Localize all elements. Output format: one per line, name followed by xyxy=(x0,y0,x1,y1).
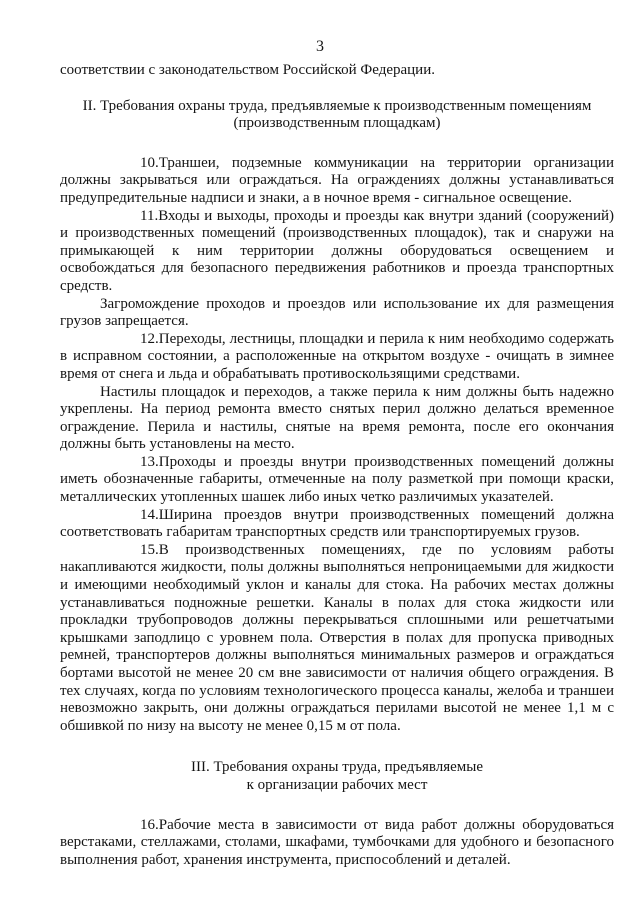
paragraph-11 xyxy=(60,208,614,296)
paragraph-10 xyxy=(60,155,614,208)
paragraph-11-number: 11. xyxy=(140,207,159,224)
section-2-title-line-2: (производственным площадкам) xyxy=(233,115,441,132)
paragraph-13-number: 13. xyxy=(140,453,159,470)
paragraph-12-text: Переходы, лестницы, площадки и перила к ним необходимо содержать в исправном состоянии, а расположенные на открытом воздухе - очищать в зимнее время от снега и льда и обрабатывать противоскользящими средствами. xyxy=(60,330,614,382)
paragraph-12-continued xyxy=(60,384,614,454)
section-2-heading xyxy=(60,98,614,133)
paragraph-10-number: 10. xyxy=(140,154,159,171)
paragraph-13 xyxy=(60,454,614,507)
page-number: 3 xyxy=(316,38,324,55)
paragraph-11-continued-text: Загромождение проходов и проездов или использование их для размещения грузов запрещается. xyxy=(60,295,614,330)
paragraph-15 xyxy=(60,542,614,736)
paragraph-11-continued xyxy=(60,296,614,331)
paragraph-11-text: Входы и выходы, проходы и проезды как внутри зданий (сооружений) и производственных помещений (производственных площадок), так и снаружи на примыкающей к ним территории должны оборудоваться освещением и освобождаться для безопасного передвижения работников и проезда транспортных средств. xyxy=(60,207,614,294)
paragraph-12 xyxy=(60,331,614,384)
section-3-heading xyxy=(60,759,614,794)
paragraph-12-continued-text: Настилы площадок и переходов, а также перила к ним должны быть надежно укреплены. На период ремонта вместо снятых перил должно делаться временное ограждение. Перила и настилы, снятые на время ремонта, после его окончания должны быть установлены на место. xyxy=(60,383,614,453)
section-3-title-line-2: к организации рабочих мест xyxy=(246,776,428,793)
intro-line: соответствии с законодательством Российской Федерации. xyxy=(60,62,435,78)
paragraph-14 xyxy=(60,507,614,542)
paragraph-12-number: 12. xyxy=(140,330,159,347)
paragraph-15-text: В производственных помещениях, где по условиям работы накапливаются жидкости, полы должны выполняться непроницаемыми для жидкости и имеющими необходимый уклон и каналы для стока. На рабочих местах должны устанавливаться подножные решетки. Каналы в полах для стока жидкости или прокладки трубопроводов должны перекрываться сплошными или решетчатыми крышками заподлицо с уровнем пола. Отверстия в полах для пропуска приводных ремней, транспортеров должны выполняться минимальных размеров и ограждаться бортами высотой не менее 20 см вне зависимости от наличия общего ограждения. В тех случаях, когда по условиям технологического процесса каналы, желоба и траншеи невозможно закрыть, они должны ограждаться перилами высотой не менее 1,1 м с обшивкой по низу на высоту не менее 0,15 м от пола. xyxy=(60,541,614,734)
paragraph-15-number: 15. xyxy=(140,541,159,558)
paragraph-13-text: Проходы и проезды внутри производственных помещений должны иметь обозначенные габариты, отмеченные на полу разметкой при помощи краски, металлических утопленных шашек либо иных четко различимых указателей. xyxy=(60,453,614,506)
paragraph-10-text: Траншеи, подземные коммуникации на территории организации должны закрываться или ограждаться. На ограждениях должны устанавливаться предупредительные надписи и знаки, а в ночное время - сигнальное освещение. xyxy=(60,154,614,206)
section-3-title-line-1: III. Требования охраны труда, предъявляемые xyxy=(190,759,484,776)
document-body xyxy=(60,62,614,869)
paragraph-16 xyxy=(60,817,614,870)
paragraph-14-number: 14. xyxy=(140,506,159,523)
paragraph-16-text: Рабочие места в зависимости от вида работ должны оборудоваться верстаками, стеллажами, столами, шкафами, тумбочками для удобного и безопасного выполнения работ, хранения инструмента, приспособлений и деталей. xyxy=(60,816,614,868)
section-2-title-line-1: II. Требования охраны труда, предъявляемые к производственным помещениям xyxy=(82,97,592,114)
paragraph-16-number: 16. xyxy=(140,816,159,833)
paragraph-14-text: Ширина проездов внутри производственных помещений должна соответствовать габаритам транспортных средств или транспортируемых грузов. xyxy=(60,506,614,541)
